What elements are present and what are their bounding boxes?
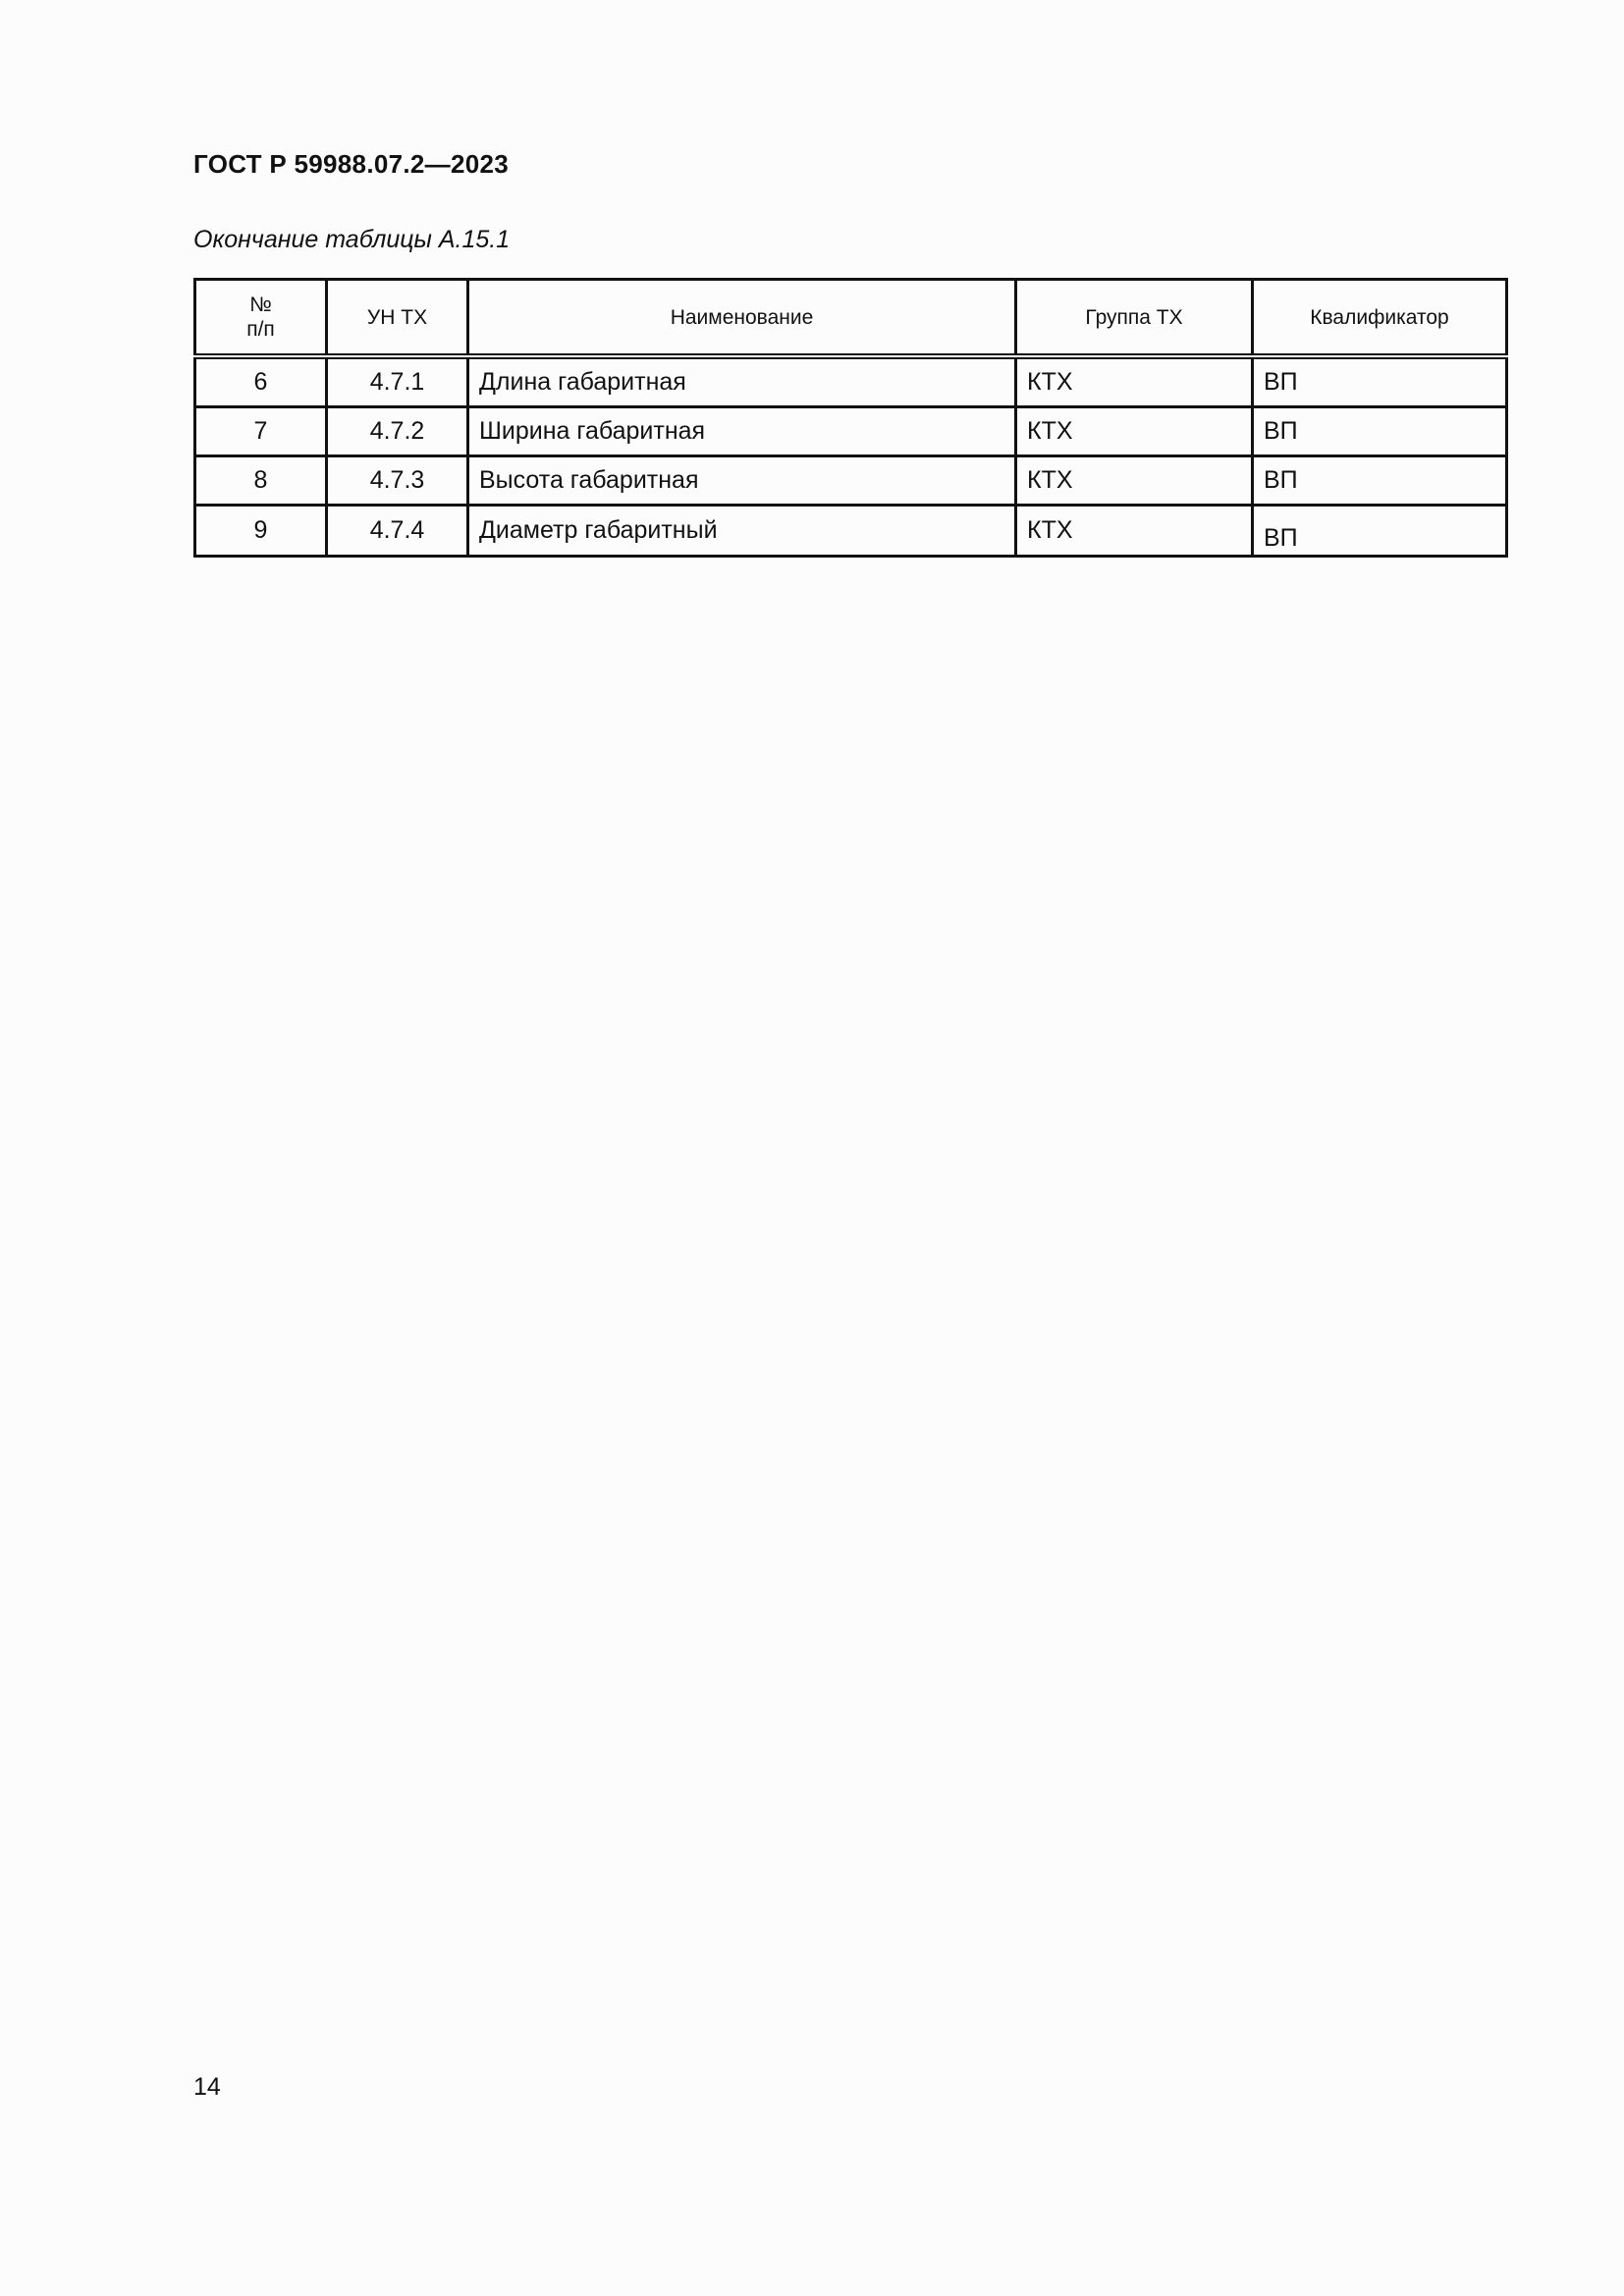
cell-num: 9 (195, 506, 327, 557)
header-un-tx: УН ТХ (327, 280, 468, 357)
header-num (195, 280, 327, 357)
table-row (195, 506, 1507, 557)
header-name: Наименование (468, 280, 1016, 357)
cell-qualifier: ВП (1253, 356, 1507, 407)
cell-name: Ширина габаритная (468, 407, 1016, 456)
cell-code: 4.7.4 (327, 506, 468, 557)
characteristics-table-container (193, 278, 1505, 558)
cell-code: 4.7.3 (327, 456, 468, 506)
cell-num: 6 (195, 356, 327, 407)
header-num-line1: № (249, 294, 272, 316)
characteristics-table (193, 278, 1508, 558)
cell-name: Длина габаритная (468, 356, 1016, 407)
cell-group: КТХ (1016, 356, 1253, 407)
cell-num: 7 (195, 407, 327, 456)
cell-num: 8 (195, 456, 327, 506)
cell-group: КТХ (1016, 506, 1253, 557)
table-header-row (195, 280, 1507, 357)
cell-name: Высота габаритная (468, 456, 1016, 506)
page-number: 14 (193, 2073, 221, 2101)
table-row (195, 356, 1507, 407)
header-num-line2: п/п (246, 318, 275, 341)
header-qualifier: Квалификатор (1253, 280, 1507, 357)
cell-qualifier: ВП (1253, 407, 1507, 456)
header-group-tx: Группа ТХ (1016, 280, 1253, 357)
cell-group: КТХ (1016, 407, 1253, 456)
table-row (195, 456, 1507, 506)
table-caption: Окончание таблицы А.15.1 (193, 226, 511, 253)
cell-code: 4.7.2 (327, 407, 468, 456)
cell-code: 4.7.1 (327, 356, 468, 407)
cell-group: КТХ (1016, 456, 1253, 506)
cell-name: Диаметр габаритный (468, 506, 1016, 557)
cell-qualifier: ВП (1253, 456, 1507, 506)
table-row (195, 407, 1507, 456)
cell-qualifier: ВП (1253, 506, 1507, 557)
document-header: ГОСТ Р 59988.07.2—2023 (193, 149, 509, 179)
